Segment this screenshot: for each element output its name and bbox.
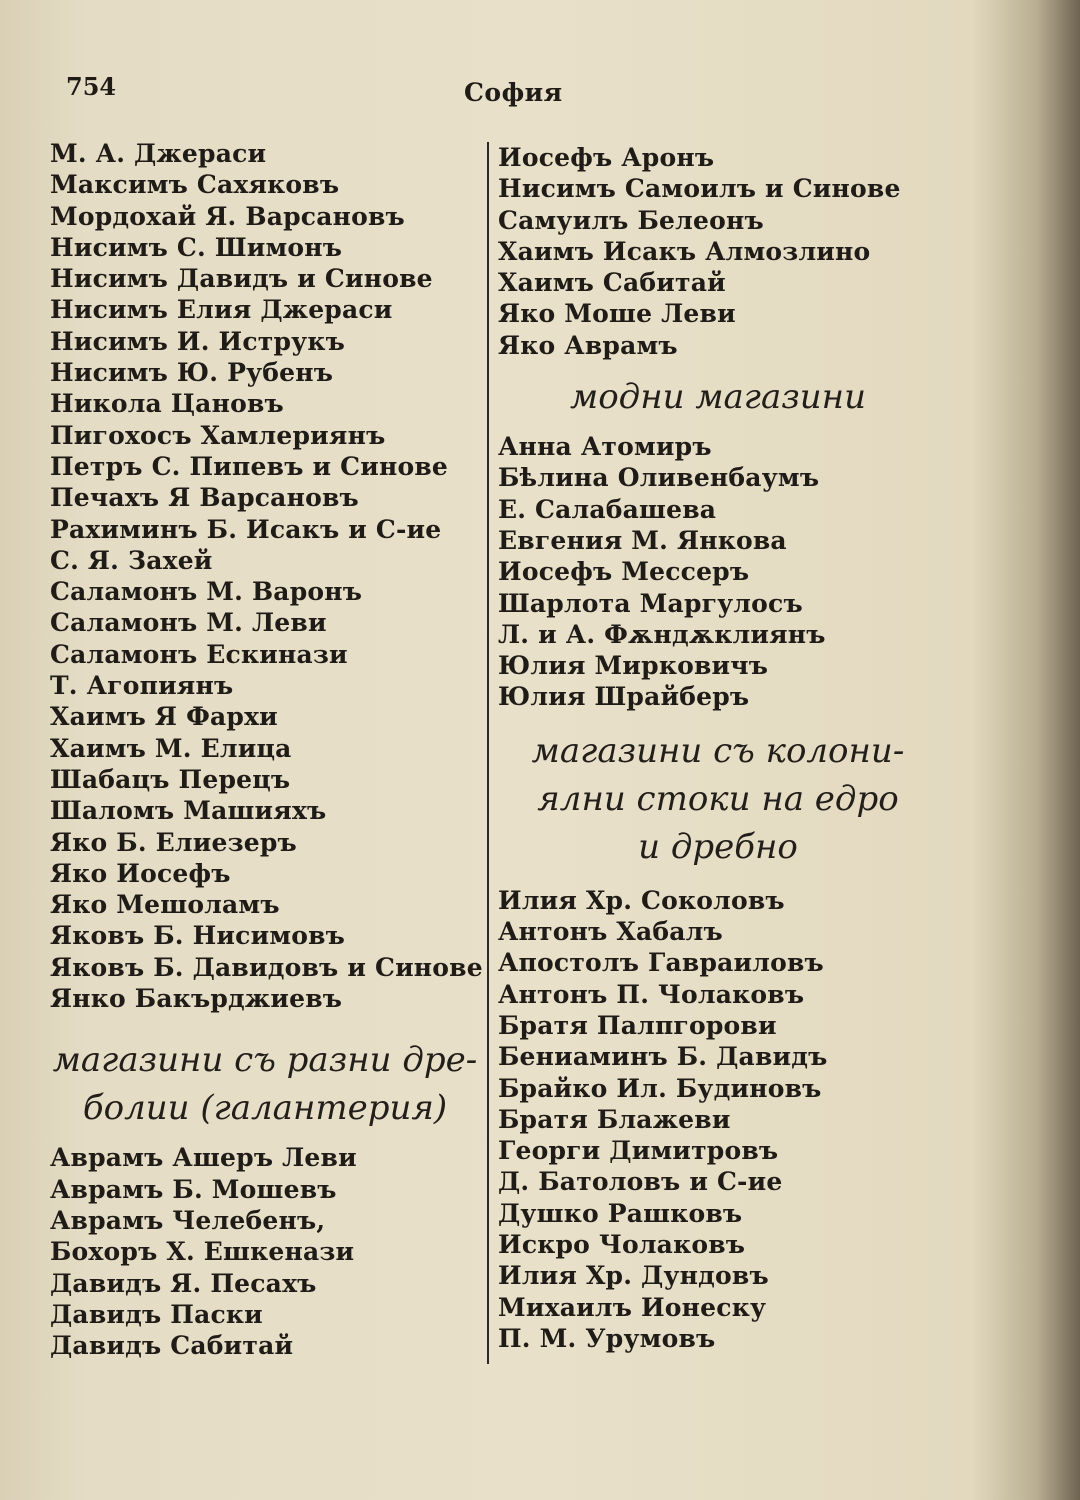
list-entry: Яковъ Б. Давидовъ и Синове [50, 952, 483, 982]
list-entry: Нисимъ Давидъ и Синове [50, 264, 433, 294]
list-entry: Бохоръ Х. Ешкенази [50, 1237, 355, 1267]
list-entry: Петръ С. Пипевъ и Синове [50, 451, 449, 481]
section-heading-line: модни магазини [570, 377, 866, 418]
list-entry: Бениаминъ Б. Давидъ [498, 1042, 828, 1072]
list-entry: Пигохосъ Хамлериянъ [50, 420, 386, 450]
list-entry: Антонъ Хабалъ [498, 917, 723, 947]
list-entry: Хаимъ Я Фархи [50, 702, 278, 732]
list-entry: Давидъ Сабитай [50, 1331, 294, 1361]
list-entry: Яко Иосефъ [50, 858, 231, 888]
list-entry: Юлия Шрайберъ [498, 682, 750, 712]
list-entry: Хаимъ М. Елица [50, 733, 292, 763]
list-entry: Евгения М. Янкова [498, 525, 787, 555]
list-entry: Аврамъ Челебенъ, [50, 1205, 326, 1235]
list-entry: Антонъ П. Чолаковъ [498, 979, 805, 1009]
list-entry: Давидъ Я. Песахъ [50, 1268, 317, 1298]
list-entry: Анна Атомиръ [498, 432, 712, 462]
list-entry: Яковъ Б. Нисимовъ [50, 921, 346, 951]
section-heading-line: ялни стоки на едро [537, 778, 899, 819]
column-divider [487, 142, 489, 1364]
heading-kolonialni [498, 727, 938, 871]
heading-modni [498, 373, 938, 421]
list-entry: Апостолъ Гавраиловъ [498, 948, 824, 978]
list-entry: Яко Б. Елиезеръ [50, 827, 297, 857]
list-entry: Е. Салабашева [498, 494, 717, 524]
list-entry: Саламонъ Ескинази [50, 639, 348, 669]
right-column [498, 142, 938, 1354]
list-entry: Нисимъ Ю. Рубенъ [50, 358, 334, 388]
list-entry: Нисимъ Самоилъ и Синове [498, 174, 901, 204]
list-entry: Душко Рашковъ [498, 1198, 743, 1228]
list-entry: Бѣлина Оливенбаумъ [498, 463, 820, 493]
list-entry: Михаилъ Ионеску [498, 1292, 767, 1322]
list-entry: Саламонъ М. Леви [50, 608, 327, 638]
list-entry: Аврамъ Ашеръ Леви [50, 1143, 357, 1173]
right-list-kolonialni [498, 885, 938, 1354]
list-entry: Братя Блажеви [498, 1104, 731, 1134]
right-list-top [498, 142, 938, 361]
list-entry: Хаимъ Исакъ Алмозлино [498, 236, 871, 266]
list-entry: Давидъ Паски [50, 1299, 263, 1329]
list-entry: Т. Агопиянъ [50, 671, 234, 701]
list-entry: Иосефъ Мессеръ [498, 557, 750, 587]
section-heading-line: магазини съ колони- [531, 730, 905, 771]
list-entry: Нисимъ Елия Джераси [50, 295, 393, 325]
list-entry: Братя Палпгорови [498, 1010, 777, 1040]
left-list-galanteria [50, 1142, 480, 1361]
list-entry: Хаимъ Сабитай [498, 268, 726, 298]
heading-galanteria [50, 1036, 480, 1132]
list-entry: Нисимъ С. Шимонъ [50, 232, 343, 262]
list-entry: П. М. Урумовъ [498, 1323, 716, 1353]
list-entry: Л. и А. Фѫндѫклиянъ [498, 619, 826, 649]
list-entry: Никола Цановъ [50, 389, 284, 419]
list-entry: Юлия Мирковичъ [498, 651, 769, 681]
section-heading-line: болии (галантерия) [82, 1088, 448, 1129]
list-entry: Янко Бакърджиевъ [50, 984, 343, 1014]
list-entry: Максимъ Сахяковъ [50, 170, 340, 200]
list-entry: Д. Батоловъ и С-ие [498, 1167, 783, 1197]
left-column [50, 138, 483, 1361]
list-entry: Нисимъ И. Иструкъ [50, 326, 346, 356]
left-list-top [50, 138, 483, 1014]
list-entry: Яко Аврамъ [498, 330, 678, 360]
list-entry: М. А. Джераси [50, 139, 267, 168]
running-head-title: София [464, 78, 563, 107]
list-entry: Яко Моше Леви [498, 299, 736, 329]
list-entry: Шабацъ Перецъ [50, 764, 291, 794]
list-entry: Аврамъ Б. Мошевъ [50, 1174, 337, 1204]
page-number: 754 [66, 72, 117, 101]
list-entry: Илия Хр. Соколовъ [498, 885, 785, 915]
list-entry: Яко Мешоламъ [50, 890, 280, 920]
list-entry: Мордохай Я. Варсановъ [50, 201, 405, 231]
list-entry: Самуилъ Белеонъ [498, 205, 764, 235]
list-entry: Илия Хр. Дундовъ [498, 1261, 769, 1291]
list-entry: Шаломъ Машияхъ [50, 796, 327, 826]
list-entry: Шарлота Маргулосъ [498, 588, 803, 618]
list-entry: Саламонъ М. Варонъ [50, 577, 363, 607]
right-list-modni [498, 431, 938, 713]
list-entry: Искро Чолаковъ [498, 1230, 746, 1260]
list-entry: С. Я. Захей [50, 545, 213, 575]
list-entry: Георги Димитровъ [498, 1136, 779, 1166]
list-entry: Брайко Ил. Будиновъ [498, 1073, 822, 1103]
list-entry: Рахиминъ Б. Исакъ и С-ие [50, 514, 442, 544]
list-entry: Печахъ Я Варсановъ [50, 483, 359, 513]
section-heading-line: и дребно [638, 826, 798, 867]
list-entry: Иосефъ Аронъ [498, 143, 715, 172]
section-heading-line: магазини съ разни дре- [52, 1040, 478, 1081]
